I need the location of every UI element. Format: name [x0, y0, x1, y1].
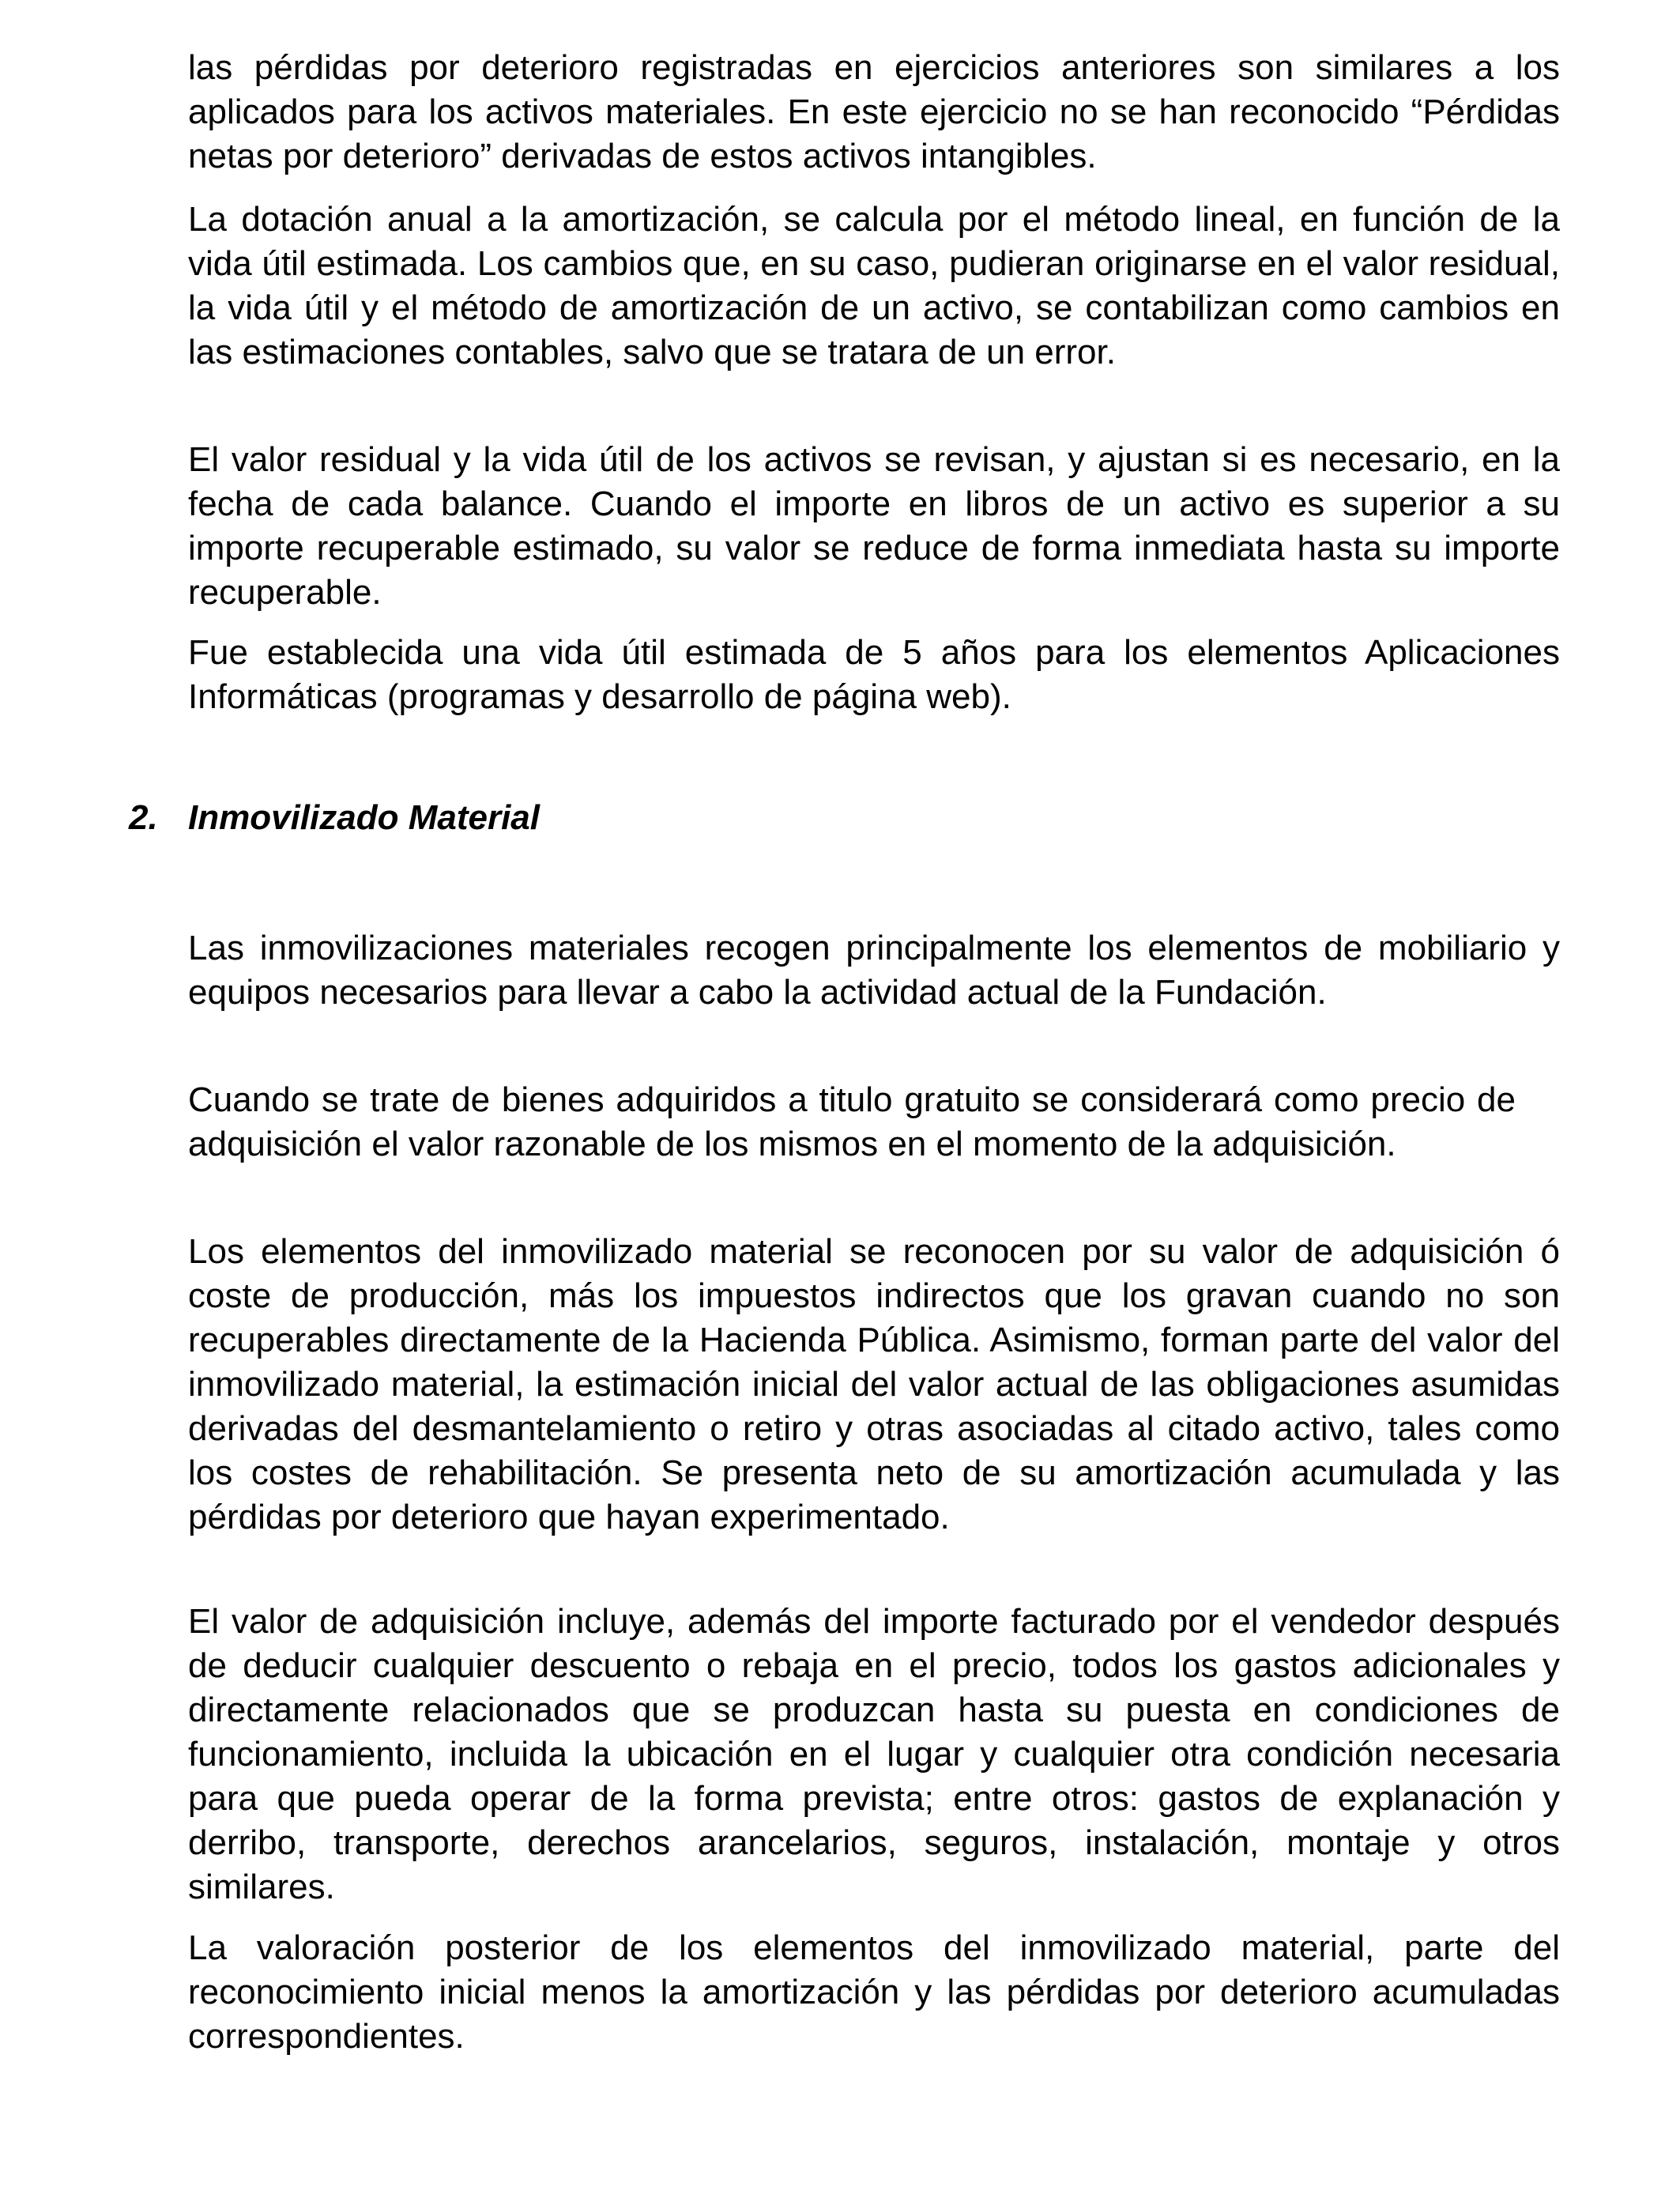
section-number: 2.: [129, 798, 158, 837]
paragraph-material-fixed-assets: Las inmovilizaciones materiales recogen principalmente los elementos de mobiliario y equipos necesarios para llevar a cabo la actividad actual de la Fundación.: [188, 929, 1560, 1012]
paragraph-free-acquisition: Cuando se trate de bienes adquiridos a titulo gratuito se considerará como precio de adquisición el valor razonable de los mismos en el momento de la adquisición.: [188, 1080, 1516, 1163]
paragraph-recognition: Los elementos del inmovilizado material se reconocen por su valor de adquisición ó coste de producción, más los impuestos indirectos que los gravan cuando no son recuperables directamente de la Hacienda Pública. Asimismo, forman parte del valor del inmovilizado material, la estimación inicial del valor actual de las obligaciones asumidas derivadas del desmantelamiento o retiro y otras asociadas al citado activo, tales como los costes de rehabilitación. Se presenta neto de su amortización acumulada y las pérdidas por deterioro que hayan experimentado.: [188, 1232, 1560, 1536]
paragraph-acquisition-value: El valor de adquisición incluye, además del importe facturado por el vendedor después de deducir cualquier descuento o rebaja en el precio, todos los gastos adicionales y directamente relacionados que se produzcan hasta su puesta en condiciones de funcionamiento, incluida la ubicación en el lugar y cualquier otra condición necesaria para que pueda operar de la forma prevista; entre otros: gastos de explanación y derribo, transporte, derechos arancelarios, seguros, instalación, montaje y otros similares.: [188, 1602, 1560, 1906]
section-heading-inmovilizado-material: [129, 796, 540, 840]
section-title: Inmovilizado Material: [188, 798, 540, 837]
paragraph-useful-life: Fue establecida una vida útil estimada de 5 años para los elementos Aplicaciones Informáticas (programas y desarrollo de página web).: [188, 633, 1560, 716]
paragraph-subsequent-valuation: La valoración posterior de los elementos del inmovilizado material, parte del reconocimiento inicial menos la amortización y las pérdidas por deterioro acumuladas correspondientes.: [188, 1928, 1560, 2056]
paragraph-impairment-losses: las pérdidas por deterioro registradas en ejercicios anteriores son similares a los aplicados para los activos materiales. En este ejercicio no se han reconocido “Pérdidas netas por deterioro” derivadas de estos activos intangibles.: [188, 48, 1560, 175]
paragraph-annual-amortization: La dotación anual a la amortización, se calcula por el método lineal, en función de la vida útil estimada. Los cambios que, en su caso, pudieran originarse en el valor residual, la vida útil y el método de amortización de un activo, se contabilizan como cambios en las estimaciones contables, salvo que se tratara de un error.: [188, 200, 1560, 371]
paragraph-residual-value: El valor residual y la vida útil de los activos se revisan, y ajustan si es necesario, en la fecha de cada balance. Cuando el importe en libros de un activo es superior a su importe recuperable estimado, su valor se reduce de forma inmediata hasta su importe recuperable.: [188, 440, 1560, 612]
